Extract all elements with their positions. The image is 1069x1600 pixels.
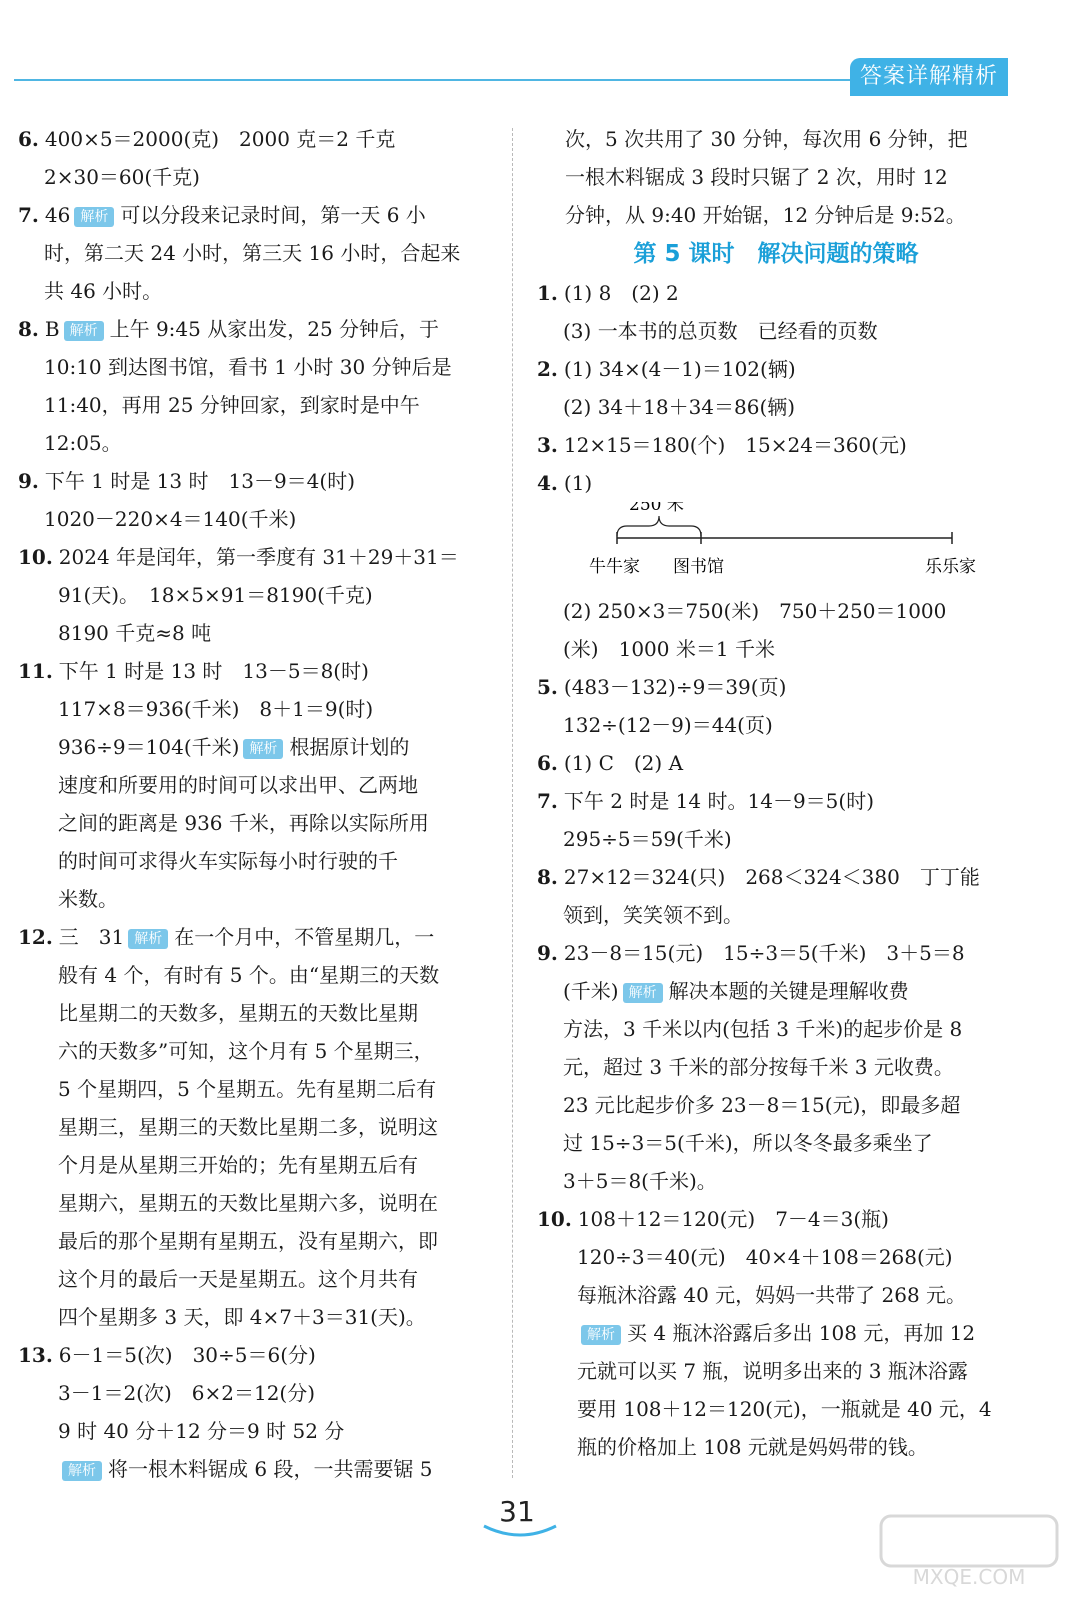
answer-line: [18, 804, 496, 842]
answer-line: [537, 426, 1015, 464]
answer-line: [18, 1298, 496, 1336]
answer-line: [18, 1260, 496, 1298]
answer-text: (千米): [563, 979, 619, 1003]
analysis-text: 将一根木料锯成 6 段，一共需要锯 5: [108, 1457, 433, 1481]
answer-text: 个月是从星期三开始的；先有星期五后有: [58, 1153, 418, 1177]
answer-text: 132÷(12－9)＝44(页): [563, 713, 773, 737]
answer-text: 936÷9＝104(千米): [58, 735, 240, 759]
answer-text: 1020－220×4＝140(千米): [44, 507, 297, 531]
answer-line: [537, 1238, 1015, 1276]
answer-text: 10:10 到达图书馆，看书 1 小时 30 分钟后是: [44, 355, 452, 379]
answer-text: 9 时 40 分＋12 分＝9 时 52 分: [58, 1419, 345, 1443]
answer-text: 3＋5＝8(千米)。: [563, 1169, 717, 1193]
brace-mark: [617, 516, 701, 536]
answer-text: 速度和所要用的时间可以求出甲、乙两地: [58, 773, 418, 797]
question-number: 1.: [537, 281, 558, 305]
answer-line: [537, 274, 1015, 312]
answer-line: [18, 234, 496, 272]
answer-text: (1) 34×(4－1)＝102(辆): [563, 357, 796, 381]
answer-text: 一根木料锯成 3 段时只锯了 2 次，用时 12: [565, 165, 948, 189]
svg-text:MXQE.COM: MXQE.COM: [912, 1565, 1026, 1589]
answer-text: 的时间可求得火车实际每小时行驶的千: [58, 849, 398, 873]
analysis-text: 在一个月中，不管星期几，一: [174, 925, 435, 949]
answer-text: 12×15＝180(个) 15×24＝360(元): [563, 433, 907, 457]
answer-text: 要用 108＋12＝120(元)，一瓶就是 40 元，4: [577, 1397, 992, 1421]
distance-diagram: [577, 502, 1015, 592]
answer-line: [537, 896, 1015, 934]
question-number: 2.: [537, 357, 558, 381]
answer-text: 11:40，再用 25 分钟回家，到家时是中午: [44, 393, 420, 417]
answer-text: 星期六，星期五的天数比星期六多，说明在: [58, 1191, 438, 1215]
distance-label: 250 米: [629, 502, 684, 515]
answer-text: (2) 34＋18＋34＝86(辆): [563, 395, 796, 419]
answer-line: [18, 120, 496, 158]
answer-line: [18, 842, 496, 880]
answer-line: [537, 1276, 1015, 1314]
answer-text: 91(天)。 18×5×91＝8190(千克): [58, 583, 373, 607]
answer-line: [537, 668, 1015, 706]
question-number: 9.: [18, 469, 39, 493]
answer-line: [537, 120, 1015, 158]
answer-text: 方法，3 千米以内(包括 3 千米)的起步价是 8: [563, 1017, 963, 1041]
answer-line: [537, 972, 1015, 1010]
analysis-text: 根据原计划的: [289, 735, 410, 759]
analysis-tag: 解析: [623, 983, 663, 1003]
analysis-text: 解决本题的关键是理解收费: [668, 979, 909, 1003]
answer-line: [18, 196, 496, 234]
answer-text: 最后的那个星期有星期五，没有星期六，即: [58, 1229, 438, 1253]
answer-text: 次，5 次共用了 30 分钟，每次用 6 分钟，把: [565, 127, 968, 151]
answer-line: [537, 196, 1015, 234]
analysis-text: 买 4 瓶沐浴露后多出 108 元，再加 12: [627, 1321, 976, 1345]
answer-text: 12:05。: [44, 431, 122, 455]
answer-line: [537, 1200, 1015, 1238]
header-tab: 答案详解精析: [850, 58, 1008, 96]
answer-line: [18, 424, 496, 462]
answer-line: [18, 462, 496, 500]
answer-line: [18, 994, 496, 1032]
analysis-tag: 解析: [74, 207, 114, 227]
answer-text: 2×30＝60(千克): [44, 165, 200, 189]
analysis-tag: 解析: [581, 1325, 621, 1345]
answer-line: [537, 350, 1015, 388]
answer-text: 三 31: [58, 925, 125, 949]
answer-text: (米) 1000 米＝1 千米: [563, 637, 775, 661]
answer-line: [537, 1086, 1015, 1124]
answer-line: [537, 782, 1015, 820]
place-label: 乐乐家: [925, 557, 976, 577]
answer-line: [18, 1412, 496, 1450]
answer-line: [537, 464, 1015, 502]
question-number: 10.: [18, 545, 53, 569]
answer-line: [18, 918, 496, 956]
answer-text: 108＋12＝120(元) 7－4＝3(瓶): [577, 1207, 889, 1231]
place-label: 牛牛家: [589, 557, 640, 577]
question-number: 10.: [537, 1207, 572, 1231]
answer-text: (2) 250×3＝750(米) 750＋250＝1000: [563, 599, 947, 623]
answer-text: 四个星期多 3 天，即 4×7＋3＝31(天)。: [58, 1305, 426, 1329]
answer-line: [18, 1108, 496, 1146]
answer-line: [18, 1374, 496, 1412]
answer-text: 下午 1 时是 13 时 13－5＝8(时): [58, 659, 369, 683]
answer-text: 每瓶沐浴露 40 元，妈妈一共带了 268 元。: [577, 1283, 967, 1307]
answer-text: 元就可以买 7 瓶，说明多出来的 3 瓶沐浴露: [577, 1359, 968, 1383]
answer-text: 比星期二的天数多，星期五的天数比星期: [58, 1001, 418, 1025]
answer-line: [537, 158, 1015, 196]
answer-line: [537, 1048, 1015, 1086]
answer-text: 400×5＝2000(克) 2000 克＝2 千克: [44, 127, 396, 151]
answer-text: 过 15÷3＝5(千米)，所以冬冬最多乘坐了: [563, 1131, 933, 1155]
question-number: 6.: [18, 127, 39, 151]
answer-text: 23－8＝15(元) 15÷3＝5(千米) 3＋5＝8: [563, 941, 965, 965]
watermark-logo: [879, 1510, 1059, 1590]
analysis-text: 可以分段来记录时间，第一天 6 小: [120, 203, 426, 227]
section-title: 第 5 课时 解决问题的策略: [633, 241, 919, 267]
answer-line: [18, 690, 496, 728]
answer-line: [18, 728, 496, 766]
answer-text: 120÷3＝40(元) 40×4＋108＝268(元): [577, 1245, 953, 1269]
answer-line: [537, 1314, 1015, 1352]
analysis-tag: 解析: [243, 739, 283, 759]
answer-line: [537, 1162, 1015, 1200]
answer-line: [18, 652, 496, 690]
question-number: 4.: [537, 471, 558, 495]
answer-line: [537, 934, 1015, 972]
answer-text: 之间的距离是 936 千米，再除以实际所用: [58, 811, 429, 835]
answer-text: 共 46 小时。: [44, 279, 163, 303]
answer-line: [537, 1390, 1015, 1428]
answer-line: [18, 576, 496, 614]
answer-line: [537, 388, 1015, 426]
answer-text: 23 元比起步价多 23－8＝15(元)，即最多超: [563, 1093, 961, 1117]
answer-text: 时，第二天 24 小时，第三天 16 小时，合起来: [44, 241, 461, 265]
page-number-swoosh: [480, 1522, 560, 1542]
question-number: 11.: [18, 659, 53, 683]
answer-text: 领到，笑笑领不到。: [563, 903, 743, 927]
header-rule: [14, 79, 862, 81]
answer-line: [18, 272, 496, 310]
analysis-tag: 解析: [62, 1461, 102, 1481]
question-number: 9.: [537, 941, 558, 965]
question-number: 8.: [537, 865, 558, 889]
question-number: 12.: [18, 925, 53, 949]
right-column: [537, 120, 1015, 1466]
answer-text: 46: [44, 203, 71, 227]
question-number: 7.: [537, 789, 558, 813]
analysis-text: 上午 9:45 从家出发，25 分钟后，于: [109, 317, 440, 341]
question-number: 5.: [537, 675, 558, 699]
question-number: 8.: [18, 317, 39, 341]
question-number: 7.: [18, 203, 39, 227]
answer-line: [18, 1184, 496, 1222]
answer-text: 星期三，星期三的天数比星期二多，说明这: [58, 1115, 438, 1139]
answer-line: [537, 1352, 1015, 1390]
answer-text: (483－132)÷9＝39(页): [563, 675, 787, 699]
answer-text: (3) 一本书的总页数 已经看的页数: [563, 319, 878, 343]
answer-line: [537, 312, 1015, 350]
answer-text: 六的天数多”可知，这个月有 5 个星期三，: [58, 1039, 434, 1063]
answer-text: (1): [563, 471, 593, 495]
answer-text: 下午 1 时是 13 时 13－9＝4(时): [44, 469, 355, 493]
column-divider: [512, 128, 513, 1478]
question-number: 13.: [18, 1343, 53, 1367]
answer-line: [537, 820, 1015, 858]
answer-line: [537, 592, 1015, 630]
answer-text: 6－1＝5(次) 30÷5＝6(分): [58, 1343, 316, 1367]
answer-line: [18, 1032, 496, 1070]
answer-text: 瓶的价格加上 108 元就是妈妈带的钱。: [577, 1435, 928, 1459]
answer-line: [18, 766, 496, 804]
answer-line: [537, 1124, 1015, 1162]
answer-text: (1) 8 (2) 2: [563, 281, 679, 305]
analysis-tag: 解析: [64, 321, 104, 341]
answer-text: 2024 年是闰年，第一季度有 31＋29＋31＝: [58, 545, 459, 569]
line-segment-diagram: [577, 502, 977, 592]
left-column: [18, 120, 496, 1488]
place-label: 图书馆: [673, 557, 724, 577]
answer-text: (1) C (2) A: [563, 751, 684, 775]
answer-line: [18, 1070, 496, 1108]
answer-line: [18, 500, 496, 538]
analysis-tag: 解析: [128, 929, 168, 949]
answer-line: [18, 348, 496, 386]
answer-line: [537, 706, 1015, 744]
answer-text: 3－1＝2(次) 6×2＝12(分): [58, 1381, 316, 1405]
answer-line: [537, 858, 1015, 896]
answer-text: 般有 4 个，有时有 5 个。由“星期三的天数: [58, 963, 440, 987]
question-number: 6.: [537, 751, 558, 775]
answer-text: 27×12＝324(只) 268＜324＜380 丁丁能: [563, 865, 980, 889]
answer-text: 米数。: [58, 887, 118, 911]
answer-text: 8190 千克≈8 吨: [58, 621, 212, 645]
answer-text: 295÷5＝59(千米): [563, 827, 732, 851]
answer-line: [18, 614, 496, 652]
answer-line: [18, 956, 496, 994]
answer-text: 元，超过 3 千米的部分按每千米 3 元收费。: [563, 1055, 954, 1079]
answer-line: [18, 1336, 496, 1374]
answer-text: 这个月的最后一天是星期五。这个月共有: [58, 1267, 418, 1291]
answer-text: 117×8＝936(千米) 8＋1＝9(时): [58, 697, 374, 721]
answer-line: [537, 744, 1015, 782]
page-number: 31: [499, 1495, 535, 1528]
answer-line: [18, 1146, 496, 1184]
answer-text: 下午 2 时是 14 时。14－9＝5(时): [563, 789, 874, 813]
answer-line: [18, 880, 496, 918]
answer-line: [537, 630, 1015, 668]
answer-line: [18, 158, 496, 196]
answer-line: [18, 1450, 496, 1488]
answer-text: 5 个星期四，5 个星期五。先有星期二后有: [58, 1077, 437, 1101]
answer-line: [537, 1428, 1015, 1466]
answer-text: 分钟，从 9:40 开始锯，12 分钟后是 9:52。: [565, 203, 966, 227]
answer-line: [18, 310, 496, 348]
question-number: 3.: [537, 433, 558, 457]
answer-line: [18, 538, 496, 576]
answer-line: [18, 386, 496, 424]
answer-line: [537, 1010, 1015, 1048]
answer-line: [18, 1222, 496, 1260]
answer-text: B: [44, 317, 60, 341]
